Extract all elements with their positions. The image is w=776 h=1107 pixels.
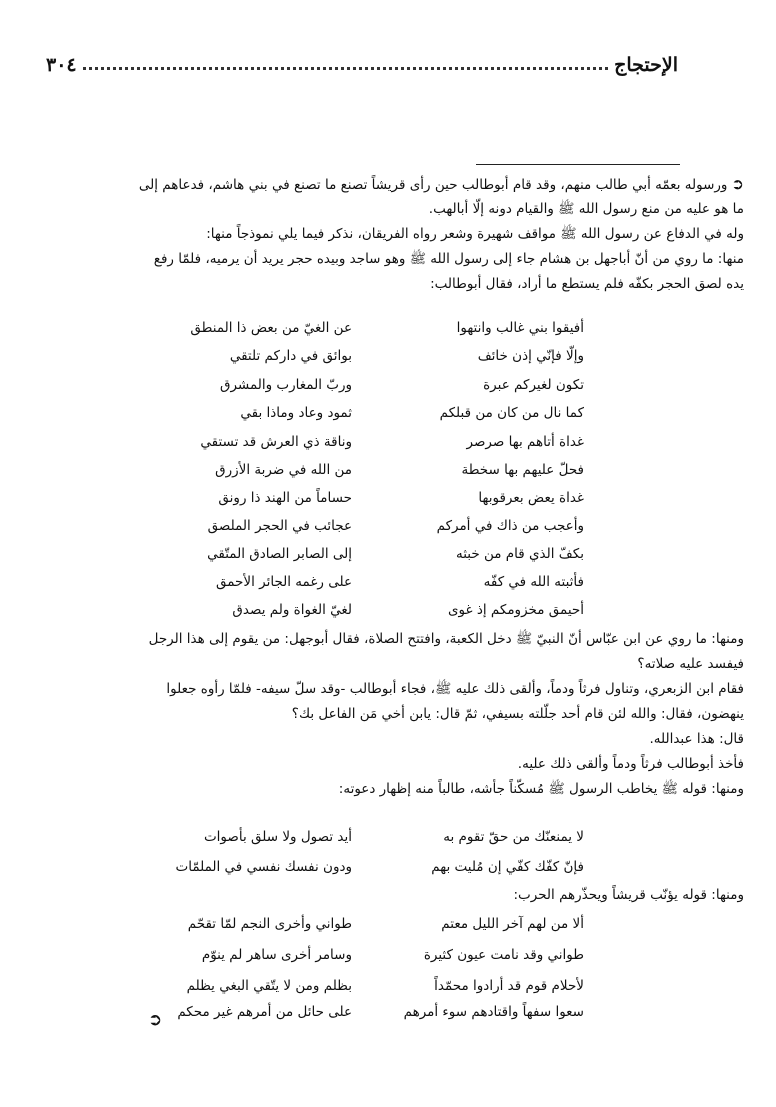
text-line: ومنها: ما روي عن ابن عبّاس أنّ النبيّ ﷺ دخل الكعبة، وافتتح الصلاة، فقال أبوجهل: من يقوم إلى هذا الرجل: [148, 631, 744, 647]
text-line: ➲ورسوله بعمّه أبي طالب منهم، وقد قام أبوطالب حين رأى قريشاً تصنع ما تصنع في بني هاشم، فدعاهم إلى: [44, 172, 744, 197]
verse: غداة أتاهم بها صرصر وناقة ذي العرش قد تستقي: [200, 434, 584, 450]
running-title: الإحتجاج: [614, 54, 678, 76]
page-number: ٣٠٤: [46, 54, 77, 76]
continuation-arrow-icon: ➲: [148, 1010, 163, 1030]
verse: غداة يعض بعرقوبها حساماً من الهند ذا رونق: [218, 490, 584, 506]
text-line: فأخذ أبوطالب فرثاً ودماً وألقى ذلك عليه.: [517, 756, 744, 772]
verse: فحلّ عليهم بها سخطة من الله في ضربة الأزرق: [215, 462, 584, 478]
verse: سعوا سفهاً واقتادهم سوء أمرهم على حائل من أمرهم غير محكم: [177, 1004, 584, 1020]
verse: بكفّ الذي قام من خبثه إلى الصابر الصادق المتّقي: [207, 546, 584, 562]
verse: فإنّ كفّك كفّي إن مُليت بهم ودون نفسك نفسي في الملمّات: [175, 859, 584, 875]
text-line: ما هو عليه من منع رسول الله ﷺ والقيام دونه إلّا أبالهب.: [428, 201, 744, 217]
verse: ألا من لهم آخر الليل معتم طواني وأخرى النجم لمّا تقحّم: [187, 916, 584, 932]
verse: وإلّا فإنّي إذن خائف بوائق في داركم تلتقي: [229, 348, 584, 364]
verse: فأثبته الله في كفّه على رغمه الجائر الأحمق: [215, 574, 584, 590]
text-line: ينهضون، فقال: والله لئن قام أحد جلّلته بسيفي، ثمّ قال: يابن أخي مَن الفاعل بك؟: [291, 706, 744, 722]
text-line: وله في الدفاع عن رسول الله ﷺ مواقف شهيرة وشعر رواه الفريقان، نذكر فيما يلي نموذجاً منها:: [206, 226, 744, 242]
text-line: قال: هذا عبدالله.: [649, 731, 744, 747]
verse: كما نال من كان من قبلكم ثمود وعاد وماذا بقي: [240, 405, 584, 421]
continuation-arrow-icon: ➲: [731, 175, 744, 193]
verse: لأحلام قوم قد أرادوا محمّداً بظلم ومن لا يتّقي البغي يظلم: [186, 978, 584, 994]
separator-rule: [476, 164, 680, 165]
page-header: [46, 44, 678, 76]
verse: طواني وقد نامت عيون كثيرة وسامر أخرى ساهر لم ينوّم: [201, 947, 584, 963]
text-line: منها: ما روي من أنّ أباجهل بن هشام جاء إلى رسول الله ﷺ وهو ساجد وبيده حجر يريد أن يرميه، فلمّا رفع: [153, 251, 744, 267]
prose-block-1: [44, 172, 744, 297]
verse: لا يمنعنّك من حقّ تقوم به أيد تصول ولا سلق بأصوات: [203, 829, 584, 845]
text-line: فيفسد عليه صلاته؟: [637, 656, 744, 672]
text-line: فقام ابن الزبعري، وتناول فرثاً ودماً، وألقى ذلك عليه ﷺ، فجاء أبوطالب -وقد سلّ سيفه- فلمّا رأوه جعلوا: [166, 681, 744, 697]
prose-block-3: [44, 883, 744, 908]
verse: أحيمق مخزومكم إذ غوى لغيّ الغواة ولم يصدق: [232, 602, 584, 618]
verse: أفيقوا بني غالب وانتهوا عن الغيّ من بعض ذا المنطق: [190, 320, 584, 336]
text-line: يده لصق الحجر بكفّه فلم يستطع ما أراد، فقال أبوطالب:: [430, 276, 744, 292]
verse: تكون لغيركم عبرة وربّ المغارب والمشرق: [219, 377, 584, 393]
header-dot-leader: [83, 66, 608, 70]
prose-block-2: [44, 627, 744, 802]
text-line: ومنها: قوله ﷺ يخاطب الرسول ﷺ مُسكّناً جأشه، طالباً منه إظهار دعوته:: [338, 781, 744, 797]
verse: وأعجب من ذاك في أمركم عجائب في الحجر الملصق: [207, 518, 584, 534]
text-line: ومنها: قوله يؤنّب قريشاً ويحذّرهم الحرب:: [513, 887, 744, 903]
